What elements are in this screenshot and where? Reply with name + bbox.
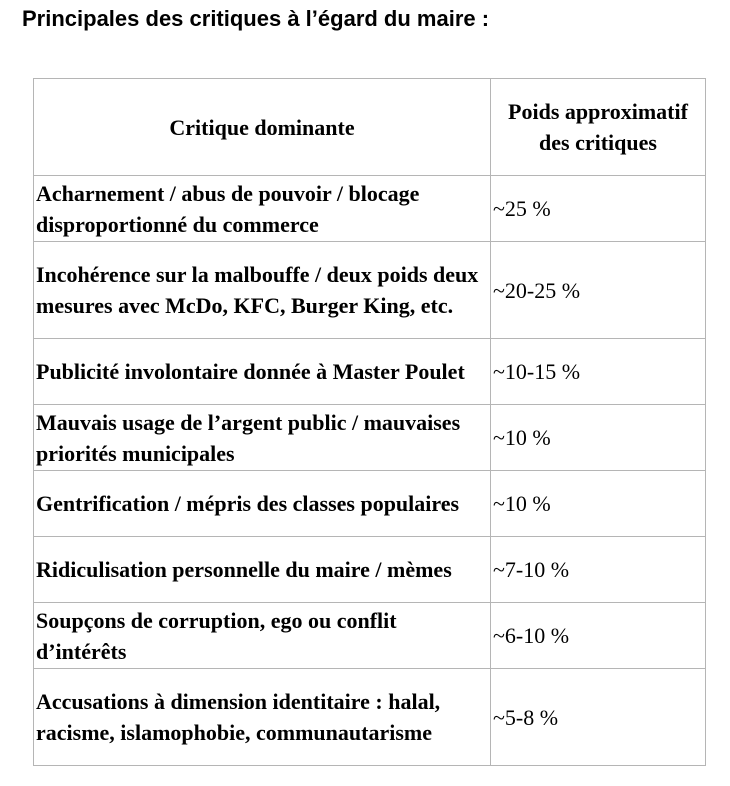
critique-cell: Accusations à dimension identitaire : halal, racisme, islamophobie, communautarisme	[34, 669, 491, 766]
poids-cell: ~20-25 %	[491, 242, 706, 339]
critique-cell: Ridiculisation personnelle du maire / mèmes	[34, 537, 491, 603]
poids-cell: ~10-15 %	[491, 339, 706, 405]
table-header-row	[34, 79, 706, 176]
table-row	[34, 405, 706, 471]
column-header-poids: Poids approximatif des critiques	[491, 79, 706, 176]
critique-cell: Gentrification / mépris des classes populaires	[34, 471, 491, 537]
table-row	[34, 669, 706, 766]
poids-cell: ~10 %	[491, 405, 706, 471]
critique-cell: Incohérence sur la malbouffe / deux poids deux mesures avec McDo, KFC, Burger King, etc.	[34, 242, 491, 339]
critique-cell: Soupçons de corruption, ego ou conflit d’intérêts	[34, 603, 491, 669]
poids-cell: ~25 %	[491, 176, 706, 242]
poids-cell: ~5-8 %	[491, 669, 706, 766]
critics-table	[33, 78, 706, 766]
table-row	[34, 471, 706, 537]
page-title: Principales des critiques à l’égard du maire :	[22, 6, 490, 31]
poids-cell: ~10 %	[491, 471, 706, 537]
critique-cell: Mauvais usage de l’argent public / mauvaises priorités municipales	[34, 405, 491, 471]
table-row	[34, 339, 706, 405]
table-row	[34, 242, 706, 339]
column-header-critique: Critique dominante	[34, 79, 491, 176]
critique-cell: Acharnement / abus de pouvoir / blocage disproportionné du commerce	[34, 176, 491, 242]
critique-cell: Publicité involontaire donnée à Master Poulet	[34, 339, 491, 405]
poids-cell: ~6-10 %	[491, 603, 706, 669]
table-row	[34, 603, 706, 669]
table-row	[34, 537, 706, 603]
table-row	[34, 176, 706, 242]
poids-cell: ~7-10 %	[491, 537, 706, 603]
